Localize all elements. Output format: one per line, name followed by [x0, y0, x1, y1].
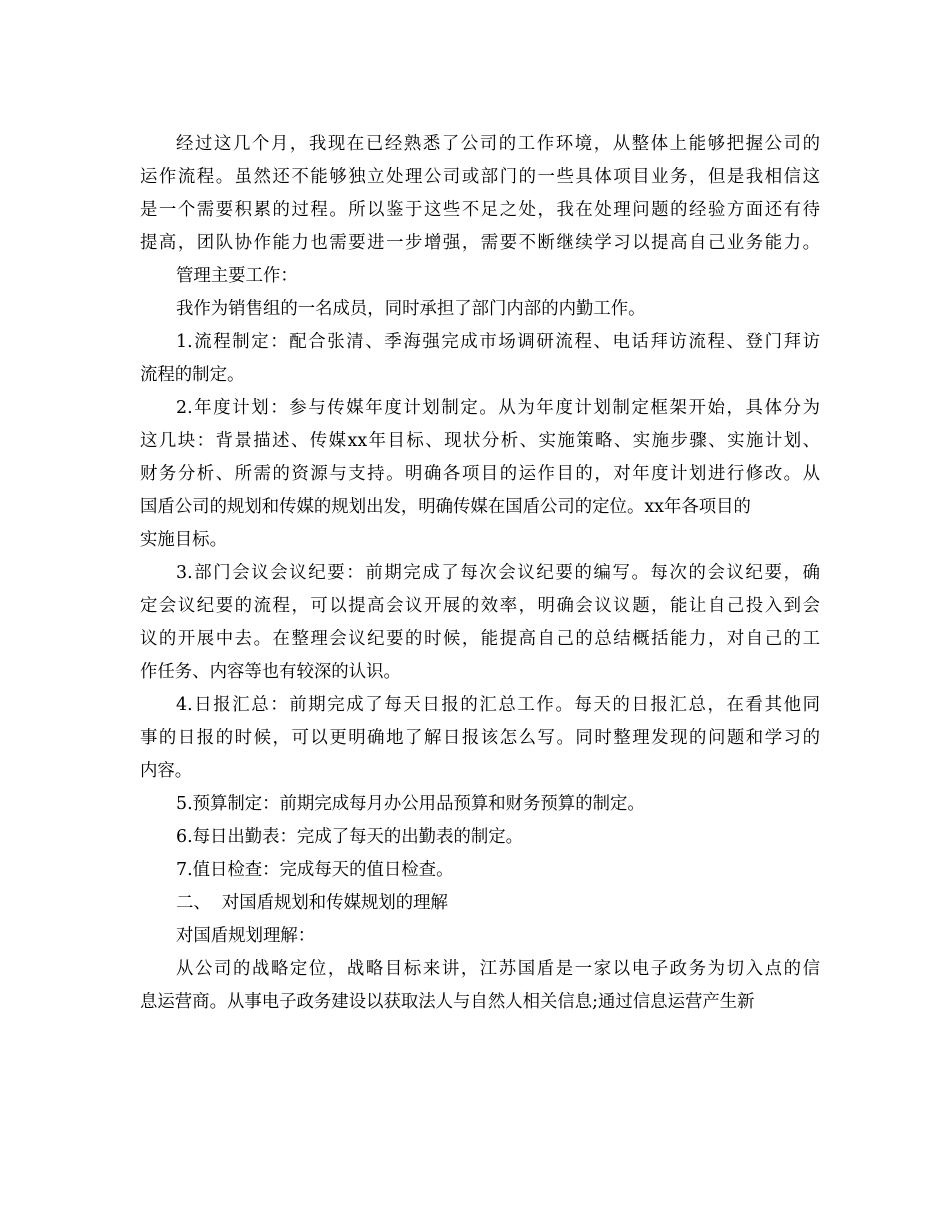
document-body [140, 128, 820, 1019]
list-item-line: 作任务、内容等也有较深的认识。 [140, 662, 401, 682]
list-item-line: 内容。 [140, 761, 193, 781]
paragraph-line: 息运营商。从事电子政务建设以获取法人与自然人相关信息;通过信息运营产生新 [140, 992, 755, 1012]
list-item-line: 国盾公司的规划和传媒的规划出发，明确传媒在国盾公司的定位。xx年各项目的 [140, 497, 751, 517]
list-item-line: 这几块：背景描述、传媒xx年目标、现状分析、实施策略、实施步骤、实施计划、 [140, 431, 820, 451]
list-item-line: 定会议纪要的流程，可以提高会议开展的效率，明确会议议题，能让自己投入到会 [140, 596, 820, 616]
paragraph-line: 我作为销售组的一名成员，同时承担了部门内部的内勤工作。 [176, 299, 646, 319]
list-item-line: 6.每日出勤表：完成了每天的出勤表的制定。 [176, 827, 524, 847]
paragraph-line: 是一个需要积累的过程。所以鉴于这些不足之处，我在处理问题的经验方面还有待 [140, 200, 820, 220]
subsection-heading: 对国盾规划理解： [176, 926, 316, 946]
list-item-line: 7.值日检查：完成每天的值日检查。 [176, 860, 454, 880]
paragraph-line: 提高，团队协作能力也需要进一步增强，需要不断继续学习以提高自己业务能力。 [140, 233, 820, 253]
list-item-line: 实施目标。 [140, 530, 227, 550]
list-item-line: 事的日报的时候，可以更明确地了解日报该怎么写。同时整理发现的问题和学习的 [140, 728, 820, 748]
paragraph-line: 运作流程。虽然还不能够独立处理公司或部门的一些具体项目业务，但是我相信这 [140, 167, 820, 187]
paragraph-line: 从公司的战略定位，战略目标来讲，江苏国盾是一家以电子政务为切入点的信 [176, 959, 820, 979]
list-item-line: 4.日报汇总：前期完成了每天日报的汇总工作。每天的日报汇总，在看其他同 [176, 695, 820, 715]
list-item-line: 2.年度计划：参与传媒年度计划制定。从为年度计划制定框架开始，具体分为 [176, 398, 820, 418]
section-heading: 二、 对国盾规划和传媒规划的理解 [176, 893, 448, 913]
list-item-line: 1.流程制定：配合张清、季海强完成市场调研流程、电话拜访流程、登门拜访 [176, 332, 820, 352]
list-item-line: 3.部门会议会议纪要：前期完成了每次会议纪要的编写。每次的会议纪要，确 [176, 563, 820, 583]
paragraph-line: 经过这几个月，我现在已经熟悉了公司的工作环境，从整体上能够把握公司的 [176, 134, 820, 154]
list-item-line: 5.预算制定：前期完成每月办公用品预算和财务预算的制定。 [176, 794, 645, 814]
list-item-line: 议的开展中去。在整理会议纪要的时候，能提高自己的总结概括能力，对自己的工 [140, 629, 820, 649]
section-heading: 管理主要工作： [176, 266, 298, 286]
list-item-line: 流程的制定。 [140, 365, 245, 385]
list-item-line: 财务分析、所需的资源与支持。明确各项目的运作目的，对年度计划进行修改。从 [140, 464, 820, 484]
